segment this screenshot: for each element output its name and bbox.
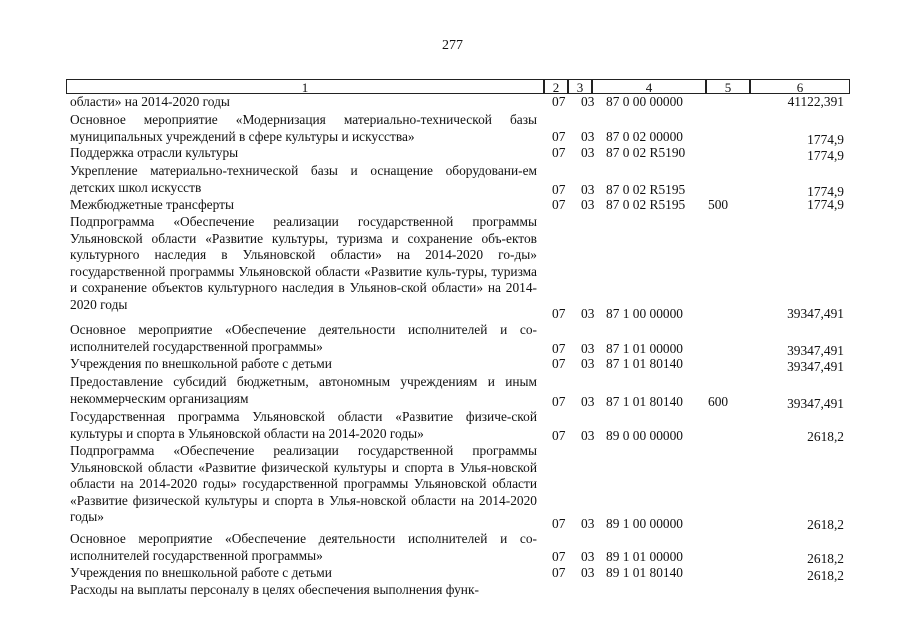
row-subsection: 03 <box>581 129 595 144</box>
row-section: 07 <box>552 182 566 197</box>
header-col-1: 1 <box>66 79 544 94</box>
row-name: Основное мероприятие «Модернизация материально-технической базы муниципальных учреждений в сфере культуры и искусства» <box>70 112 537 144</box>
row-target-code: 87 0 02 00000 <box>606 129 683 144</box>
row-name: Основное мероприятие «Обеспечение деятельности исполнителей и со-исполнителей государственной программы» <box>70 531 537 563</box>
row-target-code: 87 0 00 00000 <box>606 94 683 109</box>
row-amount: 2618,2 <box>807 517 844 532</box>
row-subsection: 03 <box>581 394 595 409</box>
row-section: 07 <box>552 129 566 144</box>
row-amount: 2618,2 <box>807 429 844 444</box>
row-target-code: 87 1 00 00000 <box>606 306 683 321</box>
row-section: 07 <box>552 356 566 371</box>
row-subsection: 03 <box>581 516 595 531</box>
header-col-2: 2 <box>544 79 568 94</box>
row-name: Государственная программа Ульяновской области «Развитие физиче-ской культуры и спорта в Ульяновской области на 2014-2020 годы» <box>70 409 537 441</box>
row-target-code: 89 1 00 00000 <box>606 516 683 531</box>
header-col-6: 6 <box>750 79 850 94</box>
row-target-code: 89 1 01 80140 <box>606 565 683 580</box>
row-expense-type: 500 <box>708 197 729 212</box>
row-subsection: 03 <box>581 94 595 109</box>
row-target-code: 87 0 02 R5195 <box>606 197 686 212</box>
row-subsection: 03 <box>581 306 595 321</box>
row-name: Расходы на выплаты персоналу в целях обеспечения выполнения функ- <box>70 582 479 597</box>
row-amount: 39347,491 <box>787 396 844 411</box>
row-subsection: 03 <box>581 356 595 371</box>
header-col-5: 5 <box>706 79 750 94</box>
row-amount: 39347,491 <box>787 343 844 358</box>
row-section: 07 <box>552 394 566 409</box>
page-number: 277 <box>442 38 463 53</box>
row-expense-type: 600 <box>708 394 729 409</box>
row-section: 07 <box>552 428 566 443</box>
row-section: 07 <box>552 341 566 356</box>
row-subsection: 03 <box>581 341 595 356</box>
row-name: Учреждения по внешкольной работе с детьми <box>70 565 332 580</box>
row-target-code: 87 1 01 80140 <box>606 394 683 409</box>
row-target-code: 89 1 01 00000 <box>606 549 683 564</box>
row-amount: 2618,2 <box>807 551 844 566</box>
row-amount: 1774,9 <box>807 197 844 212</box>
row-amount: 1774,9 <box>807 132 844 147</box>
row-target-code: 87 0 02 R5190 <box>606 145 686 160</box>
header-col-4: 4 <box>592 79 706 94</box>
row-name: Учреждения по внешкольной работе с детьми <box>70 356 332 371</box>
row-amount: 1774,9 <box>807 184 844 199</box>
row-subsection: 03 <box>581 565 595 580</box>
row-section: 07 <box>552 94 566 109</box>
row-target-code: 87 1 01 80140 <box>606 356 683 371</box>
row-subsection: 03 <box>581 145 595 160</box>
row-name: Укрепление материально-технической базы и оснащение оборудовани-ем детских школ искусств <box>70 163 537 195</box>
header-col-3: 3 <box>568 79 592 94</box>
row-amount: 39347,491 <box>787 359 844 374</box>
row-subsection: 03 <box>581 182 595 197</box>
row-name: области» на 2014-2020 годы <box>70 94 230 109</box>
row-name: Подпрограмма «Обеспечение реализации государственной программы Ульяновской области «Развитие физической культуры и спорта в Улья-новской области на 2014-2020 годы» государственной программы Ульяновской области «Развитие физической культуры и спорта в Улья-новской области на 2014-2020 годы» <box>70 443 537 525</box>
row-target-code: 89 0 00 00000 <box>606 428 683 443</box>
row-name: Поддержка отрасли культуры <box>70 145 239 160</box>
row-subsection: 03 <box>581 197 595 212</box>
row-name: Предоставление субсидий бюджетным, автономным учреждениям и иным некоммерческим организациям <box>70 374 537 406</box>
row-name: Межбюджетные трансферты <box>70 197 234 212</box>
row-section: 07 <box>552 549 566 564</box>
row-section: 07 <box>552 197 566 212</box>
row-subsection: 03 <box>581 428 595 443</box>
row-subsection: 03 <box>581 549 595 564</box>
row-section: 07 <box>552 516 566 531</box>
row-name: Подпрограмма «Обеспечение реализации государственной программы Ульяновской области «Развитие культуры, туризма и сохранение объ-ектов культурного наследия в Ульяновской области» на 2014-2020 го-ды» государственной программы Ульяновской области «Развитие куль-туры, туризма и сохранение объектов культурного наследия в Ульянов-ской области» на 2014-2020 годы <box>70 214 537 312</box>
row-name: Основное мероприятие «Обеспечение деятельности исполнителей и со-исполнителей государственной программы» <box>70 322 537 354</box>
row-amount: 39347,491 <box>787 306 844 321</box>
row-section: 07 <box>552 145 566 160</box>
row-section: 07 <box>552 306 566 321</box>
row-section: 07 <box>552 565 566 580</box>
row-target-code: 87 0 02 R5195 <box>606 182 686 197</box>
row-target-code: 87 1 01 00000 <box>606 341 683 356</box>
row-amount: 2618,2 <box>807 568 844 583</box>
row-amount: 41122,391 <box>787 94 844 109</box>
row-amount: 1774,9 <box>807 148 844 163</box>
